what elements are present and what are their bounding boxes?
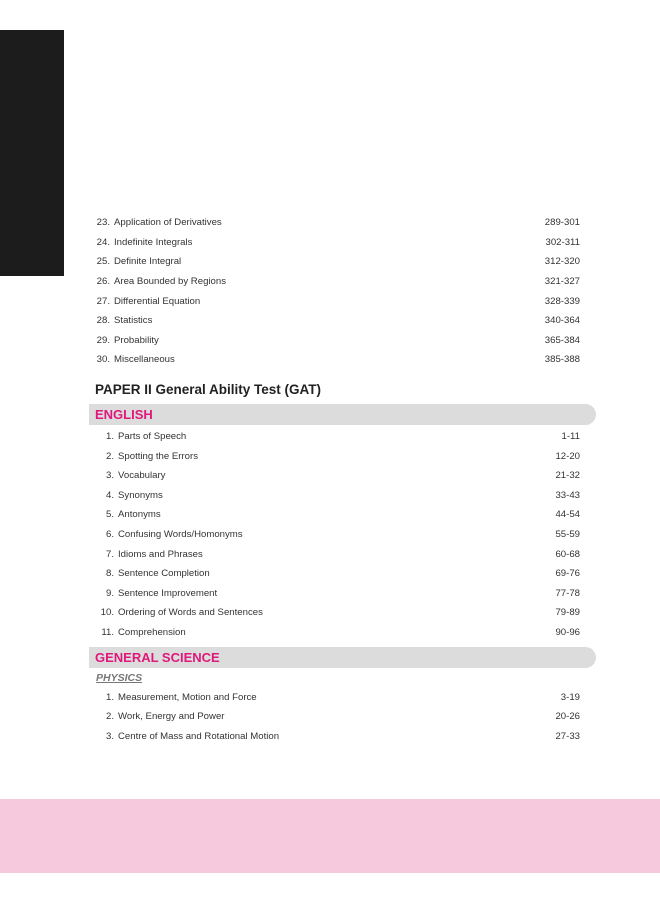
toc-entry-pages: 385-388 bbox=[544, 354, 580, 366]
toc-entry-title bbox=[92, 354, 175, 365]
toc-entry-label: Measurement, Motion and Force bbox=[118, 691, 257, 703]
toc-entry-pages: 12-20 bbox=[555, 450, 580, 462]
toc-entry-label: Indefinite Integrals bbox=[114, 236, 193, 248]
toc-entry-pages: 328-339 bbox=[544, 295, 580, 307]
toc-entry-title bbox=[92, 315, 152, 326]
toc-entry-number: 3. bbox=[105, 470, 114, 482]
section-title-general-science: GENERAL SCIENCE bbox=[95, 650, 220, 666]
toc-entry-title bbox=[92, 692, 257, 703]
toc-entry bbox=[92, 525, 580, 545]
science-list bbox=[92, 687, 580, 746]
toc-entry-number: 30. bbox=[96, 354, 110, 366]
toc-entry-title bbox=[92, 607, 263, 618]
toc-entry bbox=[92, 446, 580, 466]
toc-entry-pages: 321-327 bbox=[544, 276, 580, 288]
toc-entry bbox=[92, 687, 580, 707]
section-title-english: ENGLISH bbox=[95, 406, 153, 422]
toc-entry bbox=[92, 544, 580, 564]
toc-entry bbox=[92, 427, 580, 447]
toc-entry-pages: 60-68 bbox=[555, 548, 580, 560]
toc-entry bbox=[92, 272, 580, 292]
toc-entry-pages: 69-76 bbox=[555, 568, 580, 580]
english-list bbox=[92, 427, 580, 643]
toc-entry bbox=[92, 486, 580, 506]
toc-entry-number: 23. bbox=[96, 217, 110, 229]
toc-entry-label: Vocabulary bbox=[118, 470, 166, 482]
toc-entry-label: Differential Equation bbox=[114, 295, 201, 307]
section-header-general-science bbox=[89, 647, 596, 668]
toc-entry bbox=[92, 252, 580, 272]
toc-entry-title bbox=[92, 431, 186, 442]
toc-entry bbox=[92, 466, 580, 486]
footer-band bbox=[0, 799, 660, 873]
toc-entry-title bbox=[92, 731, 279, 742]
toc-entry-pages: 3-19 bbox=[560, 691, 580, 703]
toc-entry-label: Statistics bbox=[114, 315, 153, 327]
toc-entry-number: 7. bbox=[105, 548, 114, 560]
toc-entry-pages: 1-11 bbox=[561, 431, 580, 443]
toc-entry-number: 2. bbox=[105, 450, 114, 462]
toc-entry-number: 4. bbox=[105, 489, 114, 501]
toc-entry-number: 25. bbox=[96, 256, 110, 268]
toc-entry-number: 11. bbox=[101, 626, 114, 638]
toc-entry-label: Sentence Improvement bbox=[118, 587, 218, 599]
toc-entry bbox=[92, 726, 580, 746]
toc-entry-number: 26. bbox=[96, 276, 110, 288]
toc-entry bbox=[92, 584, 580, 604]
paper-title: PAPER II General Ability Test (GAT) bbox=[95, 381, 322, 397]
toc-entry bbox=[92, 505, 580, 525]
toc-entry-label: Spotting the Errors bbox=[118, 450, 198, 462]
toc-entry-number: 29. bbox=[96, 334, 110, 346]
toc-entry-number: 27. bbox=[96, 295, 110, 307]
toc-entry-label: Sentence Completion bbox=[118, 568, 210, 580]
toc-entry bbox=[92, 331, 580, 351]
toc-entry-pages: 21-32 bbox=[555, 470, 580, 482]
toc-entry-number: 24. bbox=[96, 236, 110, 248]
toc-entry-label: Definite Integral bbox=[114, 256, 182, 268]
section-header-english bbox=[89, 404, 596, 425]
toc-entry bbox=[92, 291, 580, 311]
toc-entry-title bbox=[92, 588, 217, 599]
toc-entry-pages: 33-43 bbox=[555, 489, 580, 501]
toc-entry-title bbox=[92, 451, 198, 462]
toc-entry-pages: 55-59 bbox=[555, 529, 580, 541]
toc-entry bbox=[92, 213, 580, 233]
toc-entry-title bbox=[92, 237, 192, 248]
toc-entry-number: 10. bbox=[100, 607, 114, 619]
toc-entry-label: Centre of Mass and Rotational Motion bbox=[118, 730, 280, 742]
toc-entry-title bbox=[92, 256, 181, 267]
toc-entry-label: Miscellaneous bbox=[114, 354, 175, 366]
toc-entry-pages: 77-78 bbox=[555, 587, 580, 599]
toc-entry-title bbox=[92, 549, 203, 560]
toc-entry-label: Probability bbox=[114, 334, 159, 346]
toc-entry-pages: 365-384 bbox=[544, 334, 580, 346]
toc-entry bbox=[92, 564, 580, 584]
toc-entry-number: 5. bbox=[105, 509, 114, 521]
toc-entry-label: Application of Derivatives bbox=[114, 217, 222, 229]
toc-entry-pages: 302-311 bbox=[545, 236, 580, 248]
toc-entry-pages: 289-301 bbox=[544, 217, 580, 229]
toc-entry-label: Idioms and Phrases bbox=[118, 548, 203, 560]
toc-entry-title bbox=[92, 627, 186, 638]
toc-entry bbox=[92, 603, 580, 623]
toc-entry-title bbox=[92, 711, 224, 722]
toc-entry-title bbox=[92, 276, 226, 287]
toc-entry-number: 9. bbox=[105, 587, 114, 599]
toc-entry-pages: 90-96 bbox=[555, 626, 580, 638]
maths-list bbox=[92, 213, 580, 370]
toc-entry-title bbox=[92, 529, 243, 540]
toc-entry-label: Confusing Words/Homonyms bbox=[118, 529, 243, 541]
toc-entry-title bbox=[92, 490, 163, 501]
toc-entry-label: Antonyms bbox=[118, 509, 161, 521]
toc-entry-label: Area Bounded by Regions bbox=[114, 276, 227, 288]
toc-entry-number: 3. bbox=[105, 730, 114, 742]
toc-entry-number: 28. bbox=[96, 315, 110, 327]
toc-entry bbox=[92, 707, 580, 727]
table-of-contents bbox=[92, 213, 580, 746]
toc-entry-title bbox=[92, 335, 159, 346]
toc-entry-pages: 27-33 bbox=[555, 730, 580, 742]
toc-entry-label: Comprehension bbox=[118, 626, 186, 638]
subheading-physics: PHYSICS bbox=[96, 672, 143, 685]
toc-entry-title bbox=[92, 509, 161, 520]
toc-entry-title bbox=[92, 217, 222, 228]
toc-entry bbox=[92, 311, 580, 331]
toc-entry-label: Work, Energy and Power bbox=[118, 711, 225, 723]
toc-entry-pages: 340-364 bbox=[544, 315, 580, 327]
toc-entry-label: Ordering of Words and Sentences bbox=[118, 607, 263, 619]
toc-entry-label: Parts of Speech bbox=[118, 431, 187, 443]
toc-entry-number: 1. bbox=[105, 691, 114, 703]
toc-entry-title bbox=[92, 470, 165, 481]
toc-entry bbox=[92, 623, 580, 643]
side-tab-decoration bbox=[0, 30, 64, 276]
toc-entry-pages: 79-89 bbox=[555, 607, 580, 619]
toc-entry bbox=[92, 350, 580, 370]
toc-entry-number: 8. bbox=[105, 568, 114, 580]
toc-entry-title bbox=[92, 568, 210, 579]
toc-entry-pages: 44-54 bbox=[555, 509, 580, 521]
toc-entry-pages: 20-26 bbox=[555, 711, 580, 723]
toc-entry-label: Synonyms bbox=[118, 489, 163, 501]
toc-entry-number: 2. bbox=[105, 711, 114, 723]
toc-entry-number: 1. bbox=[105, 431, 114, 443]
toc-entry-pages: 312-320 bbox=[544, 256, 580, 268]
toc-entry-number: 6. bbox=[105, 529, 114, 541]
toc-entry-title bbox=[92, 296, 200, 307]
toc-entry bbox=[92, 233, 580, 253]
